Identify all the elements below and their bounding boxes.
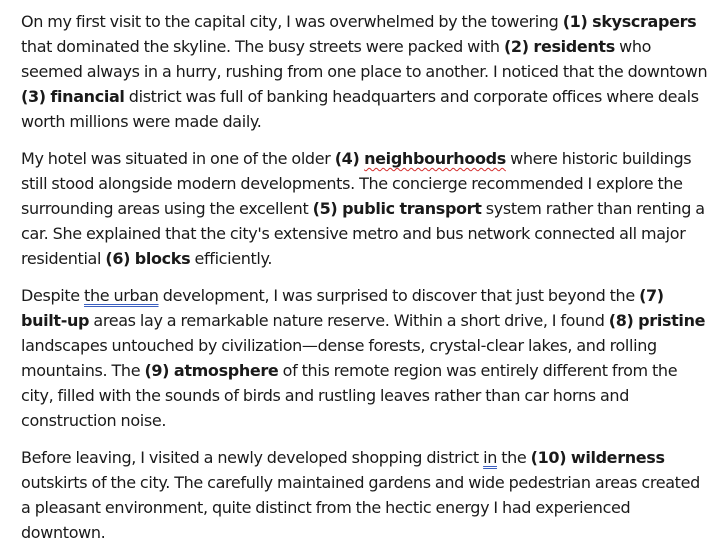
answer-9-atmosphere: (9) atmosphere xyxy=(144,361,279,380)
answer-8-pristine: (8) pristine xyxy=(608,311,706,330)
text-run: areas lay a remarkable nature reserve. Within a short drive, I found xyxy=(89,311,609,330)
paragraph-2 xyxy=(21,146,711,271)
answer-4-number: (4) xyxy=(334,149,365,168)
grammar-flag-in[interactable]: in xyxy=(483,448,497,467)
answer-10-wilderness: (10) wilderness xyxy=(530,448,665,467)
text-run: efficiently. xyxy=(190,249,273,268)
grammar-flag-the-urban[interactable]: the urban xyxy=(84,286,159,305)
answer-5-public-transport: (5) public transport xyxy=(312,199,482,218)
answer-2-residents: (2) residents xyxy=(503,37,615,56)
answer-6-blocks: (6) blocks xyxy=(105,249,191,268)
text-run: district was full of banking headquarters and corporate offices where deals worth millions were made daily. xyxy=(21,87,699,131)
answer-3-financial: (3) financial xyxy=(21,87,125,106)
paragraph-3 xyxy=(21,283,711,433)
text-run: where historic buildings still stood alongside modern developments. The concierge recommended I explore the surrounding areas using the excellent xyxy=(21,149,692,218)
answer-1-skyscrapers: (1) skyscrapers xyxy=(562,12,697,31)
text-run: On my first visit to the capital city, I was overwhelmed by the towering xyxy=(21,12,563,31)
text-run: My hotel was situated in one of the older xyxy=(21,149,335,168)
text-run: Despite xyxy=(21,286,85,305)
paragraph-1 xyxy=(21,9,711,134)
paragraph-4 xyxy=(21,445,711,545)
text-run: that dominated the skyline. The busy streets were packed with xyxy=(21,37,504,56)
text-run: development, I was surprised to discover that just beyond the xyxy=(158,286,640,305)
text-run: outskirts of the city. The carefully maintained gardens and wide pedestrian areas created a pleasant environment, quite distinct from the hectic energy I had experienced downtown. xyxy=(21,473,700,542)
text-run: system rather than renting a car. She explained that the city's extensive metro and bus network connected all major residential xyxy=(21,199,705,268)
answer-7-built-up: (7) built-up xyxy=(21,286,664,330)
text-run: Before leaving, I visited a newly developed shopping district xyxy=(21,448,484,467)
text-run: landscapes untouched by civilization—dense forests, crystal-clear lakes, and rolling mountains. The xyxy=(21,336,657,380)
text-run: of this remote region was entirely different from the city, filled with the sounds of birds and rustling leaves rather than car horns and construction noise. xyxy=(21,361,678,430)
answer-4-neighbourhoods-spelling-flag[interactable]: neighbourhoods xyxy=(364,149,506,168)
text-run: who seemed always in a hurry, rushing from one place to another. I noticed that the downtown xyxy=(21,37,708,81)
text-run: the xyxy=(496,448,531,467)
